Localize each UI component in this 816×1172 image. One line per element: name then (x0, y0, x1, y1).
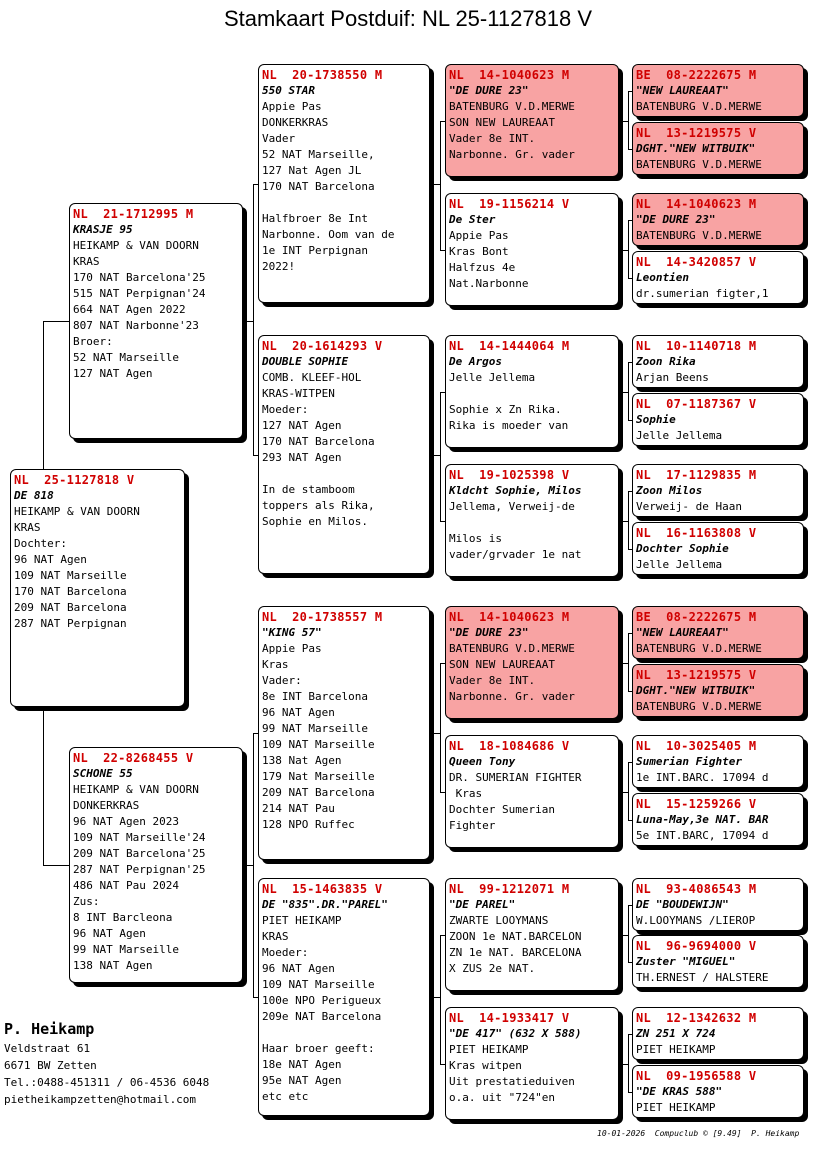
pigeon-name: DE 818 (14, 489, 54, 502)
info-line: KRAS (73, 255, 100, 268)
info-line: Nat.Narbonne (449, 277, 529, 290)
owner-name: P. Heikamp (4, 1020, 95, 1038)
ring-number: NL 14-1444064 M (449, 339, 570, 353)
info-line: Moeder: (262, 403, 309, 416)
info-line: Jelle Jellema (449, 371, 536, 384)
ring-number: NL 14-3420857 V (636, 255, 757, 269)
info-line: 179 Nat Marseille (262, 770, 375, 783)
info-line: 99 NAT Marseille (262, 722, 368, 735)
info-line: 96 NAT Agen (262, 706, 335, 719)
info-line: Narbonne. Oom van de (262, 228, 395, 241)
info-line: PIET HEIKAMP (449, 1043, 529, 1056)
info-line: Appie Pas (262, 642, 322, 655)
info-line: Appie Pas (262, 100, 322, 113)
info-line: Vader 8e INT. (449, 674, 536, 687)
info-line: Uit prestatieduiven (449, 1075, 575, 1088)
pigeon-name: "DE 417" (632 X 588) (449, 1027, 582, 1040)
info-line: DR. SUMERIAN FIGHTER (449, 771, 582, 784)
info-line: 52 NAT Marseille, (262, 148, 375, 161)
pigeon-card-dss[interactable] (445, 606, 619, 719)
info-line: Milos is (449, 532, 502, 545)
info-line: Dochter Sumerian (449, 803, 555, 816)
pigeon-card-sire[interactable] (69, 203, 243, 439)
info-line: BATENBURG V.D.MERWE (636, 700, 762, 713)
pigeon-name: De Ster (449, 213, 496, 226)
ring-number: BE 08-2222675 M (636, 68, 757, 82)
info-line: Kras Bont (449, 245, 509, 258)
pigeon-name: "KING 57" (262, 626, 322, 639)
info-line: dr.sumerian figter,1 (636, 287, 769, 300)
info-line: KRAS (262, 930, 289, 943)
info-line: etc etc (262, 1090, 309, 1103)
ring-number: NL 20-1614293 V (262, 339, 383, 353)
info-line (262, 466, 426, 482)
pigeon-card-g7[interactable] (632, 464, 804, 517)
pigeon-card-g4[interactable] (632, 251, 804, 304)
ring-number: NL 15-1259266 V (636, 797, 757, 811)
connector-line (628, 362, 629, 421)
info-line: 515 NAT Perpignan'24 (73, 287, 206, 300)
info-line: 287 NAT Perpignan'25 (73, 863, 206, 876)
ring-number: NL 25-1127818 V (14, 473, 135, 487)
info-line: PIET HEIKAMP (262, 914, 342, 927)
connector-line (628, 91, 629, 150)
ring-number: NL 14-1040623 M (636, 197, 757, 211)
ring-number: NL 18-1084686 V (449, 739, 570, 753)
pigeon-name: "DE DURE 23" (449, 626, 529, 639)
pigeon-name: DGHT."NEW WITBUIK" (636, 142, 756, 155)
info-line: 138 Nat Agen (262, 754, 342, 767)
info-line: 5e INT.BARC, 17094 d (636, 829, 769, 842)
pigeon-card-dam[interactable] (69, 747, 243, 983)
info-line: 170 NAT Barcelona (262, 180, 375, 193)
pigeon-card-g2[interactable] (632, 122, 804, 175)
info-line: 170 NAT Barcelona (262, 435, 375, 448)
info-line: Haar broer geeft: (262, 1042, 375, 1055)
info-line: Halfzus 4e (449, 261, 516, 274)
info-line: PIET HEIKAMP (636, 1101, 716, 1114)
info-line: ZN 1e NAT. BARCELONA (449, 946, 582, 959)
ring-number: NL 19-1156214 V (449, 197, 570, 211)
pigeon-card-ddd[interactable] (445, 1007, 619, 1120)
info-line: toppers als Rika, (262, 499, 375, 512)
info-line: W.LOOYMANS /LIEROP (636, 914, 756, 927)
info-line: Vader 8e INT. (449, 132, 536, 145)
pigeon-name: DE "BOUDEWIJN" (636, 898, 729, 911)
ring-number: NL 22-8268455 V (73, 751, 194, 765)
info-line: 96 NAT Agen (73, 927, 146, 940)
info-line: BATENBURG V.D.MERWE (636, 100, 762, 113)
connector-line (628, 762, 629, 821)
pigeon-card-g10[interactable] (632, 664, 804, 717)
connector-line (440, 392, 441, 522)
pigeon-name: Sophie (636, 413, 676, 426)
info-line: 138 NAT Agen (73, 959, 153, 972)
info-line: Rika is moeder van (449, 419, 569, 432)
ring-number: NL 13-1219575 V (636, 126, 757, 140)
ring-number: NL 99-1212071 M (449, 882, 570, 896)
ring-number: NL 07-1187367 V (636, 397, 757, 411)
info-line: 8e INT Barcelona (262, 690, 368, 703)
connector-line (440, 121, 441, 251)
pigeon-card-g11[interactable] (632, 735, 804, 788)
info-line: 95e NAT Agen (262, 1074, 342, 1087)
pigeon-card-sd[interactable] (258, 335, 430, 574)
pigeon-name: Zoon Rika (636, 355, 696, 368)
info-line: 209e NAT Barcelona (262, 1010, 382, 1023)
info-line: Dochter: (14, 537, 67, 550)
owner-block (4, 1018, 209, 1108)
connector-line (440, 935, 441, 1065)
info-line: KRAS-WITPEN (262, 387, 335, 400)
info-line (449, 515, 615, 531)
info-line: BATENBURG V.D.MERWE (636, 229, 762, 242)
pigeon-name: DOUBLE SOPHIE (262, 355, 349, 368)
info-line: TH.ERNEST / HALSTERE (636, 971, 769, 984)
info-line: 664 NAT Agen 2022 (73, 303, 186, 316)
info-line: 8 INT Barcleona (73, 911, 173, 924)
info-line: KRAS (14, 521, 41, 534)
connector-line (628, 905, 629, 963)
info-line: HEIKAMP & VAN DOORN (73, 783, 199, 796)
pigeon-card-ss[interactable] (258, 64, 430, 303)
info-line: 170 NAT Barcelona'25 (73, 271, 206, 284)
pigeon-card-ds[interactable] (258, 606, 430, 860)
pigeon-name: "NEW LAUREAAT" (636, 626, 729, 639)
pigeon-name: De Argos (449, 355, 502, 368)
info-line: Halfbroer 8e Int (262, 212, 368, 225)
info-line: BATENBURG V.D.MERWE (449, 100, 575, 113)
info-line: In de stamboom (262, 483, 355, 496)
info-line: Fighter (449, 819, 496, 832)
info-line: Sophie x Zn Rika. (449, 403, 562, 416)
pigeon-name: "NEW LAUREAAT" (636, 84, 729, 97)
info-line: 99 NAT Marseille (73, 943, 179, 956)
ring-number: NL 21-1712995 M (73, 207, 194, 221)
info-line (262, 195, 426, 211)
info-line (262, 1025, 426, 1041)
info-line: 127 Nat Agen JL (262, 164, 362, 177)
pigeon-card-g1[interactable] (632, 64, 804, 117)
pigeon-name: "DE PAREL" (449, 898, 516, 911)
info-line: 214 NAT Pau (262, 802, 335, 815)
info-line: COMB. KLEEF-HOL (262, 371, 362, 384)
pigeon-name: Sumerian Fighter (636, 755, 742, 768)
info-line: vader/grvader 1e nat (449, 548, 582, 561)
pigeon-card-sds[interactable] (445, 335, 619, 448)
info-line: 109 NAT Marseille (262, 978, 375, 991)
connector-line (628, 220, 629, 279)
info-line: 1e INT.BARC. 17094 d (636, 771, 769, 784)
info-line: 96 NAT Agen 2023 (73, 815, 179, 828)
pigeon-card-g16[interactable] (632, 1065, 804, 1118)
ring-number: NL 96-9694000 V (636, 939, 757, 953)
ring-number: NL 20-1738550 M (262, 68, 383, 82)
info-line: DONKERKRAS (73, 799, 140, 812)
pigeon-card-g9[interactable] (632, 606, 804, 659)
connector-line (43, 865, 69, 866)
info-line: 2022! (262, 260, 296, 273)
pigeon-name: Zoon Milos (636, 484, 703, 497)
pigeon-name: ZN 251 X 724 (636, 1027, 716, 1040)
info-line: 96 NAT Agen (14, 553, 87, 566)
connector-line (440, 663, 441, 793)
info-line (449, 386, 615, 402)
pigeon-card-ssd[interactable] (445, 193, 619, 306)
info-line: PIET HEIKAMP (636, 1043, 716, 1056)
ring-number: NL 19-1025398 V (449, 468, 570, 482)
pigeon-name: Zuster "MIGUEL" (636, 955, 736, 968)
pigeon-card-sss[interactable] (445, 64, 619, 177)
info-line: Narbonne. Gr. vader (449, 690, 575, 703)
info-line: DONKERKRAS (262, 116, 329, 129)
info-line: Vader: (262, 674, 302, 687)
info-line: Arjan Beens (636, 371, 709, 384)
info-line: Kras (449, 787, 483, 800)
ring-number: NL 14-1040623 M (449, 68, 570, 82)
connector-line (43, 321, 44, 469)
pigeon-name: "DE DURE 23" (636, 213, 716, 226)
info-line: 209 NAT Barcelona'25 (73, 847, 206, 860)
ring-number: NL 93-4086543 M (636, 882, 757, 896)
info-line: 109 NAT Marseille (14, 569, 127, 582)
info-line: 293 NAT Agen (262, 451, 342, 464)
pigeon-card-dsd[interactable] (445, 735, 619, 848)
pigeon-name: Luna-May,3e NAT. BAR (636, 813, 769, 826)
footer-credit: 10-01-2026 Compuclub © [9.49] P. Heikamp (597, 1129, 800, 1138)
ring-number: BE 08-2222675 M (636, 610, 757, 624)
ring-number: NL 17-1129835 M (636, 468, 757, 482)
pigeon-name: Kldcht Sophie, Milos (449, 484, 582, 497)
info-line: SON NEW LAUREAAT (449, 658, 555, 671)
ring-number: NL 14-1040623 M (449, 610, 570, 624)
ring-number: NL 14-1933417 V (449, 1011, 570, 1025)
info-line: 209 NAT Barcelona (262, 786, 375, 799)
pigeon-card-g5[interactable] (632, 335, 804, 388)
pigeon-card-g3[interactable] (632, 193, 804, 246)
info-line: ZOON 1e NAT.BARCELON (449, 930, 582, 943)
info-line: HEIKAMP & VAN DOORN (14, 505, 140, 518)
ring-number: NL 20-1738557 M (262, 610, 383, 624)
info-line: 128 NPO Ruffec (262, 818, 355, 831)
info-line: Kras (262, 658, 289, 671)
connector-line (43, 711, 44, 865)
pigeon-name: DE "835".DR."PAREL" (262, 898, 388, 911)
info-line: 109 NAT Marseille'24 (73, 831, 206, 844)
info-line: ZWARTE LOOYMANS (449, 914, 549, 927)
info-line: 109 NAT Marseille (262, 738, 375, 751)
owner-email[interactable]: pietheikampzetten@hotmail.com (4, 1093, 197, 1106)
ring-number: NL 15-1463835 V (262, 882, 383, 896)
pigeon-card-dd[interactable] (258, 878, 430, 1116)
connector-line (628, 1034, 629, 1093)
info-line: X ZUS 2e NAT. (449, 962, 536, 975)
info-line: 287 NAT Perpignan (14, 617, 127, 630)
connector-line (628, 491, 629, 550)
pigeon-card-g6[interactable] (632, 393, 804, 446)
info-line: o.a. uit "724"en (449, 1091, 555, 1104)
info-line: 96 NAT Agen (262, 962, 335, 975)
pigeon-card-g8[interactable] (632, 522, 804, 575)
connector-line (253, 733, 254, 998)
info-line: 170 NAT Barcelona (14, 585, 127, 598)
pigeon-card-dds[interactable] (445, 878, 619, 991)
ring-number: NL 13-1219575 V (636, 668, 757, 682)
ring-number: NL 16-1163808 V (636, 526, 757, 540)
info-line: Narbonne. Gr. vader (449, 148, 575, 161)
info-line: BATENBURG V.D.MERWE (636, 642, 762, 655)
info-line: Broer: (73, 335, 113, 348)
info-line: 209 NAT Barcelona (14, 601, 127, 614)
info-line: Jelle Jellema (636, 429, 723, 442)
pigeon-name: Dochter Sophie (636, 542, 729, 555)
info-line: 127 NAT Agen (262, 419, 342, 432)
info-line: 100e NPO Perigueux (262, 994, 382, 1007)
ring-number: NL 10-1140718 M (636, 339, 757, 353)
info-line: Verweij- de Haan (636, 500, 742, 513)
info-line: BATENBURG V.D.MERWE (449, 642, 575, 655)
pigeon-name: SCHONE 55 (73, 767, 133, 780)
ring-number: NL 10-3025405 M (636, 739, 757, 753)
info-line: 1e INT Perpignan (262, 244, 368, 257)
pigeon-name: Queen Tony (449, 755, 516, 768)
info-line: 807 NAT Narbonne'23 (73, 319, 199, 332)
owner-phone: Tel.:0488-451311 / 06-4536 6048 (4, 1076, 210, 1089)
connector-line (43, 321, 69, 322)
info-line: Jellema, Verweij-de (449, 500, 575, 513)
pigeon-card-subject[interactable] (10, 469, 185, 707)
info-line: Sophie en Milos. (262, 515, 368, 528)
info-line: Vader (262, 132, 296, 145)
pigeon-name: DGHT."NEW WITBUIK" (636, 684, 756, 697)
ring-number: NL 09-1956588 V (636, 1069, 757, 1083)
pigeon-card-g12[interactable] (632, 793, 804, 846)
info-line: 486 NAT Pau 2024 (73, 879, 179, 892)
info-line: HEIKAMP & VAN DOORN (73, 239, 199, 252)
info-line: Kras witpen (449, 1059, 522, 1072)
pigeon-name: Leontien (636, 271, 689, 284)
connector-line (253, 184, 254, 456)
owner-city: 6671 BW Zetten (4, 1059, 97, 1072)
pigeon-name: "DE DURE 23" (449, 84, 529, 97)
info-line: Moeder: (262, 946, 309, 959)
pigeon-card-sdd[interactable] (445, 464, 619, 577)
ring-number: NL 12-1342632 M (636, 1011, 757, 1025)
owner-street: Veldstraat 61 (4, 1042, 91, 1055)
pigeon-name: 550 STAR (262, 84, 315, 97)
info-line: 52 NAT Marseille (73, 351, 179, 364)
pigeon-name: "DE KRAS 588" (636, 1085, 723, 1098)
info-line: Jelle Jellema (636, 558, 723, 571)
info-line: Zus: (73, 895, 100, 908)
info-line: Appie Pas (449, 229, 509, 242)
pigeon-name: KRASJE 95 (73, 223, 133, 236)
pigeon-card-g14[interactable] (632, 935, 804, 988)
connector-line (628, 633, 629, 692)
pigeon-card-g13[interactable] (632, 878, 804, 931)
pigeon-card-g15[interactable] (632, 1007, 804, 1060)
info-line: SON NEW LAUREAAT (449, 116, 555, 129)
info-line: BATENBURG V.D.MERWE (636, 158, 762, 171)
info-line: 18e NAT Agen (262, 1058, 342, 1071)
page-title: Stamkaart Postduif: NL 25-1127818 V (223, 6, 593, 31)
info-line: 127 NAT Agen (73, 367, 153, 380)
